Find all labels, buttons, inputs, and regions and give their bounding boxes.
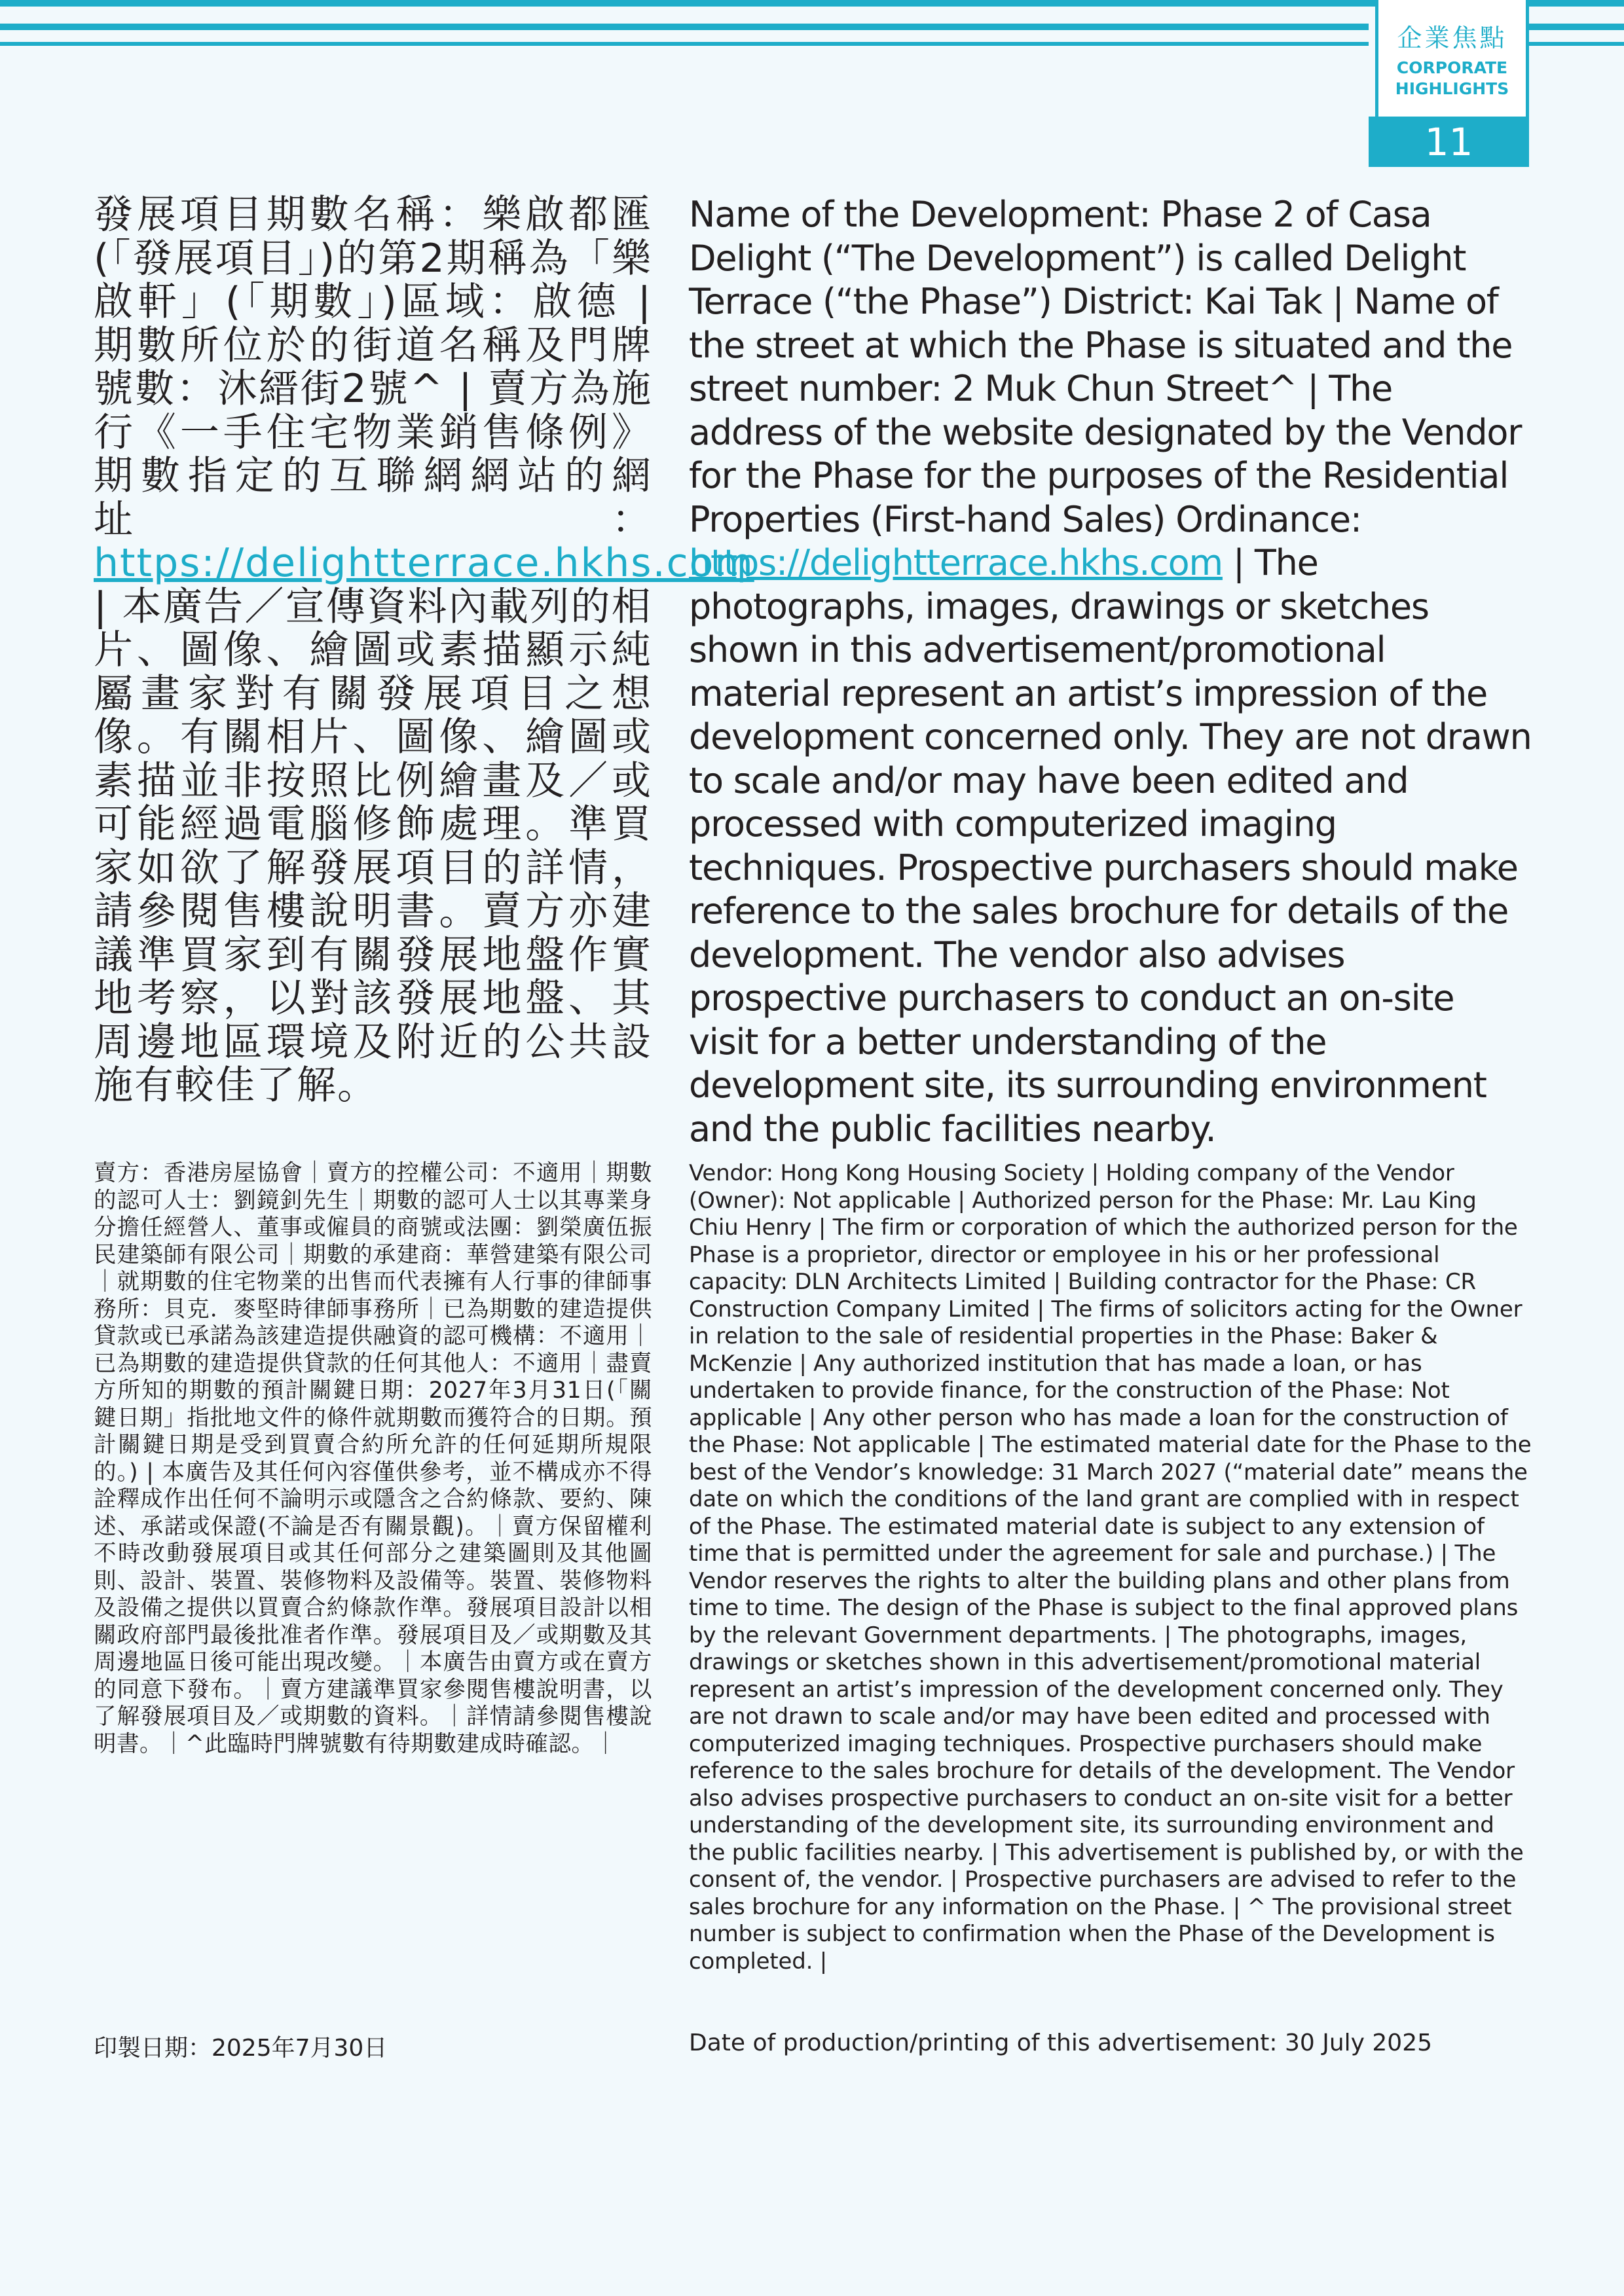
zh-disclosure-text: 賣方：香港房屋協會｜賣方的控權公司：不適用｜期數的認可人士：劉鏡釗先生｜期數的認可人士以其專業身分擔任經營人、董事或僱員的商號或法團：劉榮廣伍振民建築師有限公司｜期數的承建商：華營建築有限公司｜就期數的住宅物業的出售而代表擁有人行事的律師事務所：貝克．麥堅時律師事務所｜已為期數的建造提供貸款或已承諾為該建造提供融資的認可機構：不適用｜已為期數的建造提供貸款的任何其他人：不適用｜盡賣方所知的期數的預計關鍵日期：2027年3月31日(「關鍵日期」指批地文件的條件就期數而獲符合的日期。預計關鍵日期是受到買賣合約所允許的任何延期所規限的。) | 本廣告及其任何內容僅供參考，並不構成亦不得詮釋成作出任何不論明示或隱含之合約條款、要約、陳述、承諾或保證(不論是否有關景觀)。｜賣方保留權利不時改動發展項目或其任何部分之建築圖則及其他圖則、設計、裝置、裝修物料及設備等。裝置、裝修物料及設備之提供以買賣合約條款作準。發展項目設計以相關政府部門最後批准者作準。發展項目及／或期數及其周邊地區日後可能出現改變。｜本廣告由賣方或在賣方的同意下發布。｜賣方建議準買家參閱售樓說明書，以了解發展項目及／或期數的資料。｜詳情請參閱售樓說明書。｜^此臨時門牌號數有待期數建成時確認。｜ bbox=[94, 1160, 652, 1757]
printing-date-zh: 印製日期：2025年7月30日 bbox=[94, 2035, 388, 2062]
section-label-box bbox=[1375, 0, 1529, 120]
en-main-text-1: Name of the Development: Phase 2 of Casa Delight (“The Development”) is called Delight Terrace (“the Phase”) District: Kai Tak | Name of the street at which the Phase is situated and the street number: 2 Muk Chun Street^ | The address of the website designated by the Vendor for the Phase for the purposes of the Residential Properties (First-hand Sales) Ordinance: bbox=[689, 194, 1522, 540]
zh-website-link[interactable]: https://delightterrace.hkhs.com bbox=[94, 540, 754, 586]
header-stripe-right-lower bbox=[1529, 42, 1624, 46]
section-label-en-line2: HIGHLIGHTS bbox=[1395, 79, 1509, 98]
printing-date-en: Date of production/printing of this advertisement: 30 July 2025 bbox=[689, 2030, 1433, 2056]
section-tab bbox=[1369, 0, 1529, 167]
en-main-text-2: | The photographs, images, drawings or sketches shown in this advertisement/promotional material represent an artist’s impression of the development concerned only. They are not drawn to scale and/or may have been edited and processed with computerized imaging techniques. Prospective purchasers should make reference to the sales brochure for details of the development. The vendor also advises prospective purchasers to conduct an on-site visit for a better understanding of the development site, its surrounding environment and the public facilities nearby. bbox=[689, 542, 1532, 1150]
en-website-link[interactable]: https://delightterrace.hkhs.com bbox=[689, 542, 1223, 583]
section-label-en bbox=[1395, 58, 1509, 100]
page-number: 11 bbox=[1369, 117, 1529, 167]
section-label-zh: 企業焦點 bbox=[1397, 23, 1507, 52]
zh-main-paragraph bbox=[94, 192, 754, 1108]
header-stripe-upper bbox=[0, 24, 1369, 30]
zh-main-text-2: | 本廣告／宣傳資料內載列的相片、圖像、繪圖或素描顯示純屬畫家對有關發展項目之想像。有關相片、圖像、繪圖或素描並非按照比例繪畫及／或可能經過電腦修飾處理。準買家如欲了解發展項目的詳情，請參閱售樓說明書。賣方亦建議準買家到有關發展地盤作實地考察，以對該發展地盤、其周邊地區環境及附近的公共設施有較佳了解。 bbox=[94, 583, 652, 1108]
header-stripe-right-upper bbox=[1529, 24, 1624, 30]
header-stripe-lower bbox=[0, 42, 1369, 46]
en-main-paragraph bbox=[689, 193, 1532, 1151]
zh-main-text-1: 發展項目期數名稱：樂啟都匯(「發展項目」)的第2期稱為「樂啟軒」(「期數」)區域：啟德 | 期數所位於的街道名稱及門牌號數：沐縉街2號^ | 賣方為施行《一手住宅物業銷售條例》期數指定的互聯網網站的網址： bbox=[94, 192, 652, 543]
en-disclosure-text: Vendor: Hong Kong Housing Society | Holding company of the Vendor (Owner): Not applicable | Authorized person for the Phase: Mr. Lau King Chiu Henry | The firm or corporation of which the authorized person for the Phase is a proprietor, director or employee in his or her professional capacity: DLN Architects Limited | Building contractor for the Phase: CR Construction Company Limited | The firms of solicitors acting for the Owner in relation to the sale of residential properties in the Phase: Baker & McKenzie | Any authorized institution that has made a loan, or has undertaken to provide finance, for the construction of the Phase: Not applicable | Any other person who has made a loan for the construction of the Phase: Not applicable | The estimated material date for the Phase to the best of the Vendor’s knowledge: 31 March 2027 (“material date” means the date on which the conditions of the land grant are complied with in respect of the Phase. The estimated material date is subject to any extension of time that is permitted under the agreement for sale and purchase.) | The Vendor reserves the rights to alter the building plans and other plans from time to time. The design of the Phase is subject to the final approved plans by the relevant Government departments. | The photographs, images, drawings or sketches shown in this advertisement/promotional material represent an artist’s impression of the development concerned only. They are not drawn to scale and/or may have been edited and processed with computerized imaging techniques. Prospective purchasers should make reference to the sales brochure for details of the development. The Vendor also advises prospective purchasers to conduct an on-site visit for a better understanding of the development site, its surrounding environment and the public facilities nearby. | This advertisement is published by, or with the consent of, the vendor. | Prospective purchasers are advised to refer to the sales brochure for any information on the Phase. | ^ The provisional street number is subject to confirmation when the Phase of the Development is completed. | bbox=[689, 1160, 1532, 1975]
section-label-en-line1: CORPORATE bbox=[1396, 58, 1508, 77]
